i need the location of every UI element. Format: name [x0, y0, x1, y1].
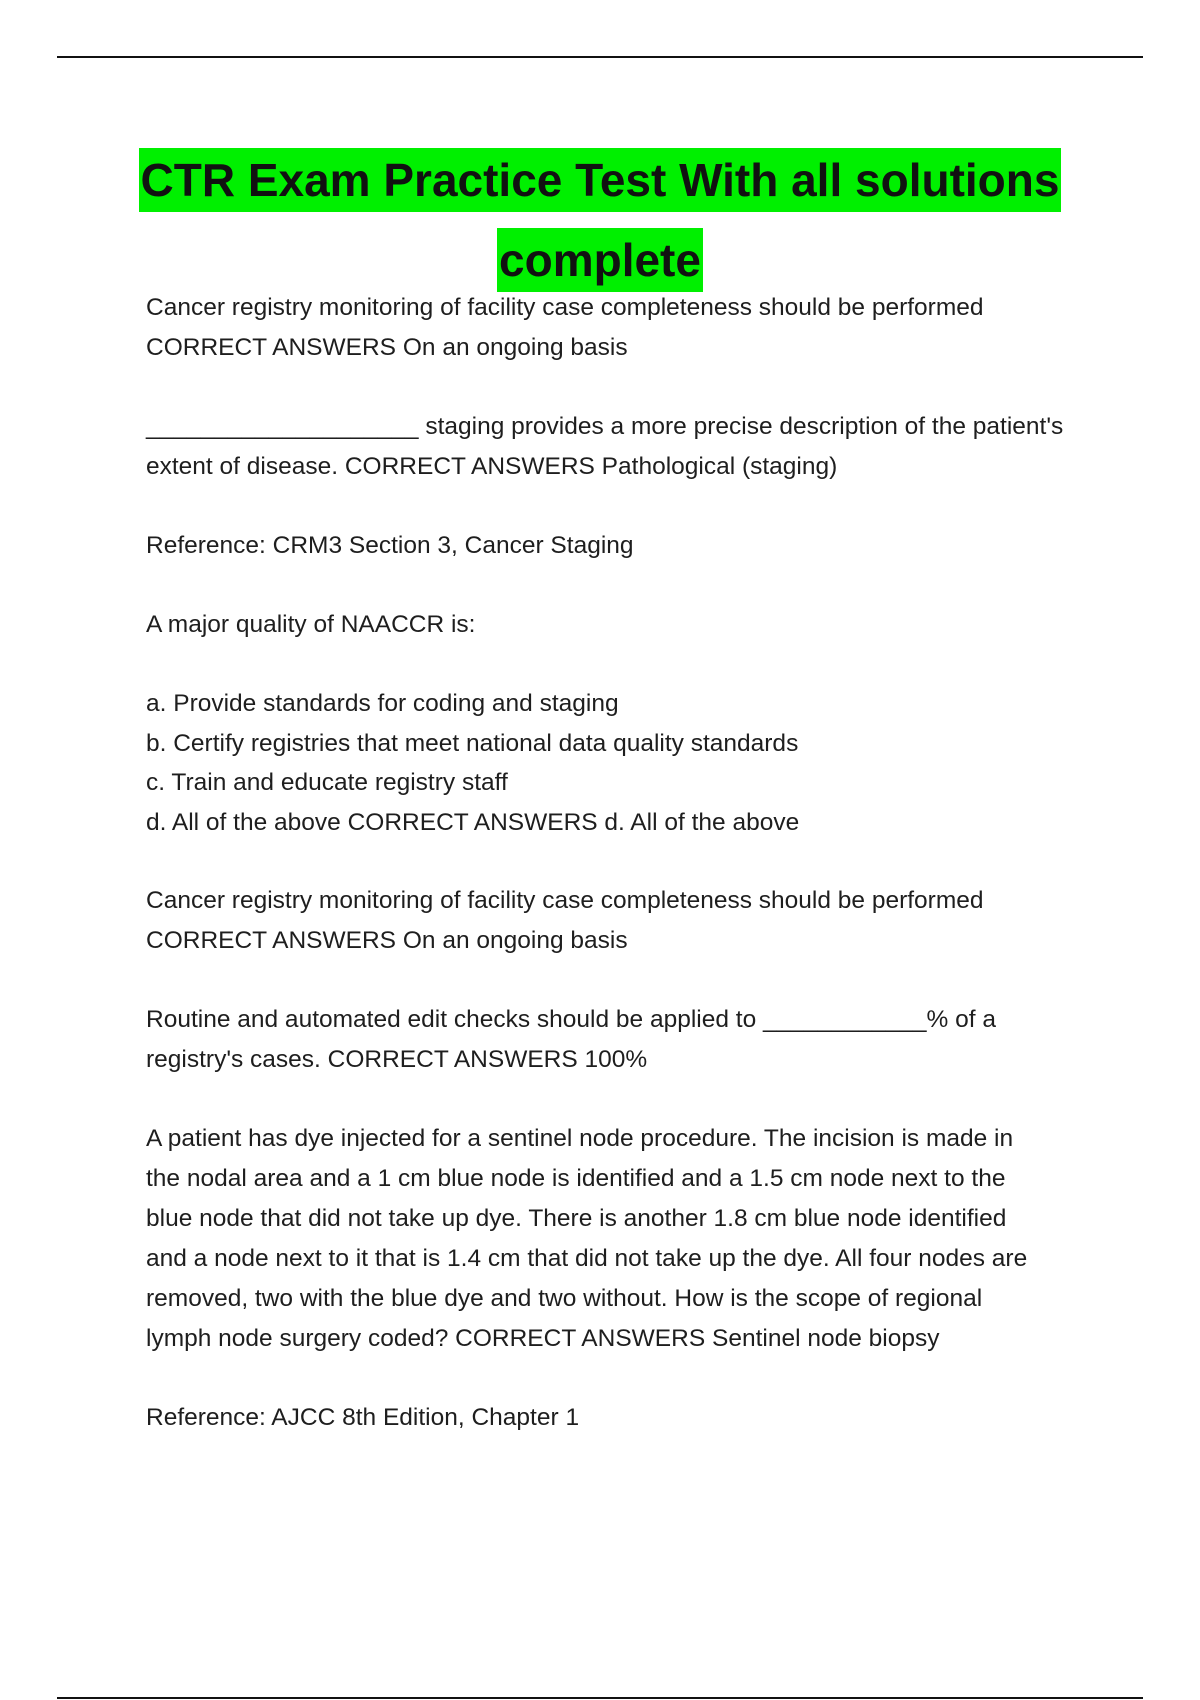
- answer-options: [146, 684, 1096, 842]
- qa-block-4: [146, 1000, 1096, 1080]
- qa-block-3: [146, 881, 1096, 961]
- text-line: Routine and automated edit checks should be applied to ____________% of a: [146, 1006, 996, 1033]
- option-c: c. Train and educate registry staff: [146, 769, 508, 796]
- text-line: removed, two with the blue dye and two without. How is the scope of regional: [146, 1285, 983, 1312]
- text-line: CORRECT ANSWERS On an ongoing basis: [146, 927, 628, 954]
- title-line-1: CTR Exam Practice Test With all solutions: [139, 148, 1062, 212]
- header-rule: [57, 56, 1143, 58]
- qa-block-1: [146, 288, 1096, 368]
- text-line: A patient has dye injected for a sentinel node procedure. The incision is made in: [146, 1125, 1014, 1152]
- footer-rule: [57, 1697, 1143, 1699]
- title-line-2: complete: [497, 228, 703, 292]
- reference-block-1: [146, 526, 1096, 566]
- text-line: extent of disease. CORRECT ANSWERS Pathological (staging): [146, 453, 838, 480]
- text-line: Reference: AJCC 8th Edition, Chapter 1: [146, 1404, 580, 1431]
- reference-block-2: [146, 1398, 1096, 1438]
- text-line: blue node that did not take up dye. There is another 1.8 cm blue node identified: [146, 1205, 1007, 1232]
- text-line: the nodal area and a 1 cm blue node is identified and a 1.5 cm node next to the: [146, 1165, 1006, 1192]
- question-naaccr: [146, 605, 1096, 645]
- text-line: registry's cases. CORRECT ANSWERS 100%: [146, 1046, 648, 1073]
- document-body: [146, 288, 1096, 1477]
- text-line: Cancer registry monitoring of facility case completeness should be performed: [146, 294, 984, 321]
- text-line: and a node next to it that is 1.4 cm that did not take up the dye. All four nodes are: [146, 1245, 1028, 1272]
- text-line: CORRECT ANSWERS On an ongoing basis: [146, 334, 628, 361]
- document-title: [0, 143, 1200, 303]
- option-b: b. Certify registries that meet national data quality standards: [146, 729, 799, 757]
- text-line: ____________________ staging provides a more precise description of the patient's: [146, 413, 1064, 440]
- option-d: d. All of the above CORRECT ANSWERS d. All of the above: [146, 808, 800, 836]
- qa-block-5: [146, 1119, 1096, 1359]
- text-line: A major quality of NAACCR is:: [146, 611, 476, 638]
- option-a: a. Provide standards for coding and staging: [146, 690, 619, 717]
- text-line: Reference: CRM3 Section 3, Cancer Staging: [146, 532, 634, 559]
- qa-block-2: [146, 407, 1096, 487]
- text-line: lymph node surgery coded? CORRECT ANSWERS Sentinel node biopsy: [146, 1325, 940, 1352]
- text-line: Cancer registry monitoring of facility case completeness should be performed: [146, 887, 984, 914]
